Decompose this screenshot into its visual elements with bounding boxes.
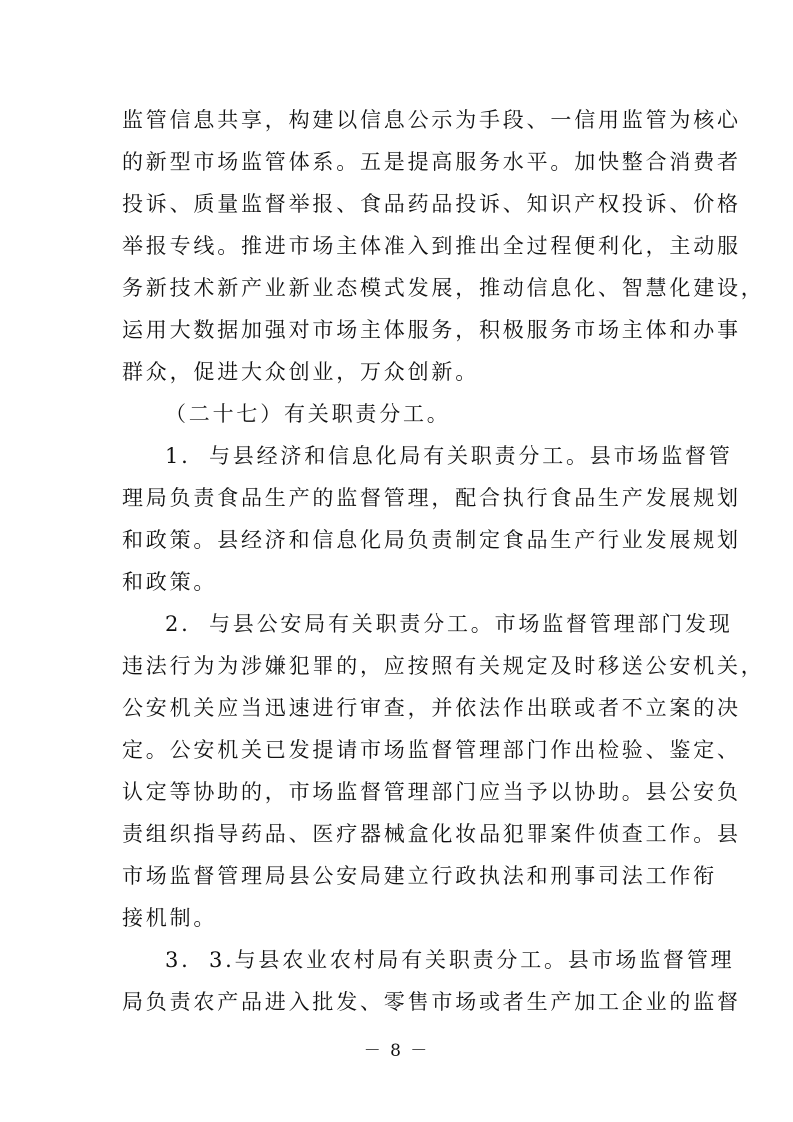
text-line (165, 606, 733, 642)
item-number: 2. (165, 612, 191, 636)
text-line: 投诉、质量监督举报、食品药品投诉、知识产权投诉、价格 (122, 192, 741, 216)
text-line: 违法行为为涉嫌犯罪的，应按照有关规定及时移送公安机关， (122, 654, 765, 678)
item-text: 3.与县农业农村局有关职责分工。县市场监督管理 (209, 948, 735, 972)
text-line: 的新型市场监管体系。五是提高服务水平。加快整合消费者 (122, 150, 741, 174)
text-line: 公安机关应当迅速进行审查，并依法作出联或者不立案的决 (122, 696, 741, 720)
page-number: － 8 － (363, 1041, 430, 1061)
text-line (165, 942, 735, 978)
text-line: 局负责农产品进入批发、零售市场或者生产加工企业的监督 (122, 990, 741, 1014)
text-line: 责组织指导药品、医疗器械盒化妆品犯罪案件侦查工作。县 (122, 822, 741, 846)
item-number: 1. (165, 444, 191, 468)
section-heading: （二十七）有关职责分工。 (165, 402, 451, 426)
text-line: 运用大数据加强对市场主体服务，积极服务市场主体和办事 (122, 318, 741, 342)
text-line: 市场监督管理局县公安局建立行政执法和刑事司法工作衔 (122, 864, 717, 888)
text-line: 定。公安机关已发提请市场监督管理部门作出检验、鉴定、 (122, 738, 741, 762)
item-number: 3. (165, 948, 191, 972)
text-line: 群众，促进大众创业，万众创新。 (122, 360, 479, 384)
text-line: 接机制。 (122, 906, 218, 930)
text-line: 监管信息共享，构建以信息公示为手段、一信用监管为核心 (122, 108, 741, 132)
text-line: 和政策。县经济和信息化局负责制定食品生产行业发展规划 (122, 528, 741, 552)
text-line: 务新技术新产业新业态模式发展，推动信息化、智慧化建设， (122, 276, 765, 300)
item-text: 与县公安局有关职责分工。市场监督管理部门发现 (209, 612, 733, 636)
text-line: 举报专线。推进市场主体准入到推出全过程便利化，主动服 (122, 234, 741, 258)
text-line: 和政策。 (122, 570, 218, 594)
text-line: 理局负责食品生产的监督管理，配合执行食品生产发展规划 (122, 486, 741, 510)
item-text: 与县经济和信息化局有关职责分工。县市场监督管 (209, 444, 733, 468)
text-line (165, 438, 733, 474)
text-line: 认定等协助的，市场监督管理部门应当予以协助。县公安负 (122, 780, 741, 804)
